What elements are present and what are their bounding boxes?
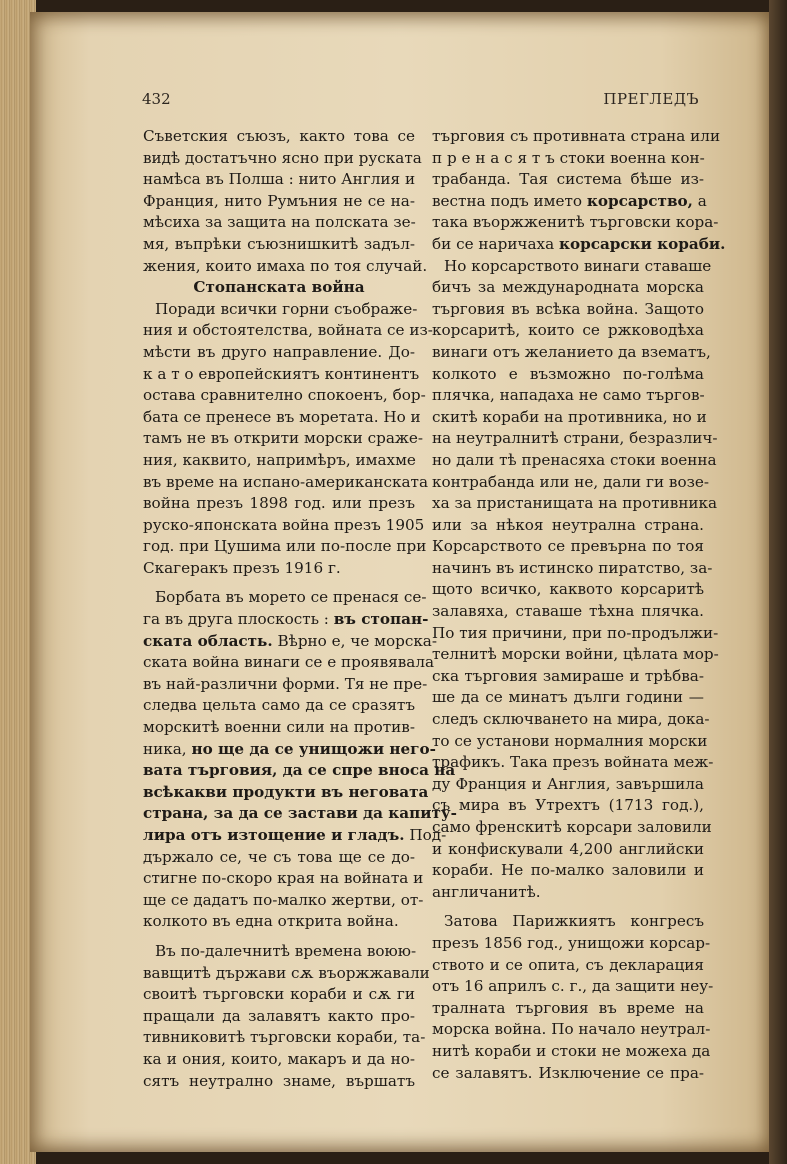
text-line: ската область. Вѣрно е, че морска-: [143, 631, 437, 650]
bold-text: но ще да се унищожи него-: [191, 739, 436, 758]
binding-shadow: [769, 0, 787, 1164]
text-line: жения, които имаха по тоя случай.: [143, 256, 428, 275]
text-line: колкото въ една открита война.: [143, 912, 399, 931]
text-line: По тия причини, при по-продължи-: [432, 623, 719, 642]
text-line: пращали да залавятъ както про-: [143, 1006, 415, 1025]
bold-text: въ стопан-: [333, 610, 429, 629]
text-line: год. при Цушима или по-после при: [143, 537, 427, 556]
text-line: к а т о европейскиятъ континентъ: [143, 364, 420, 383]
text-line: лира отъ изтощение и гладъ. Под-: [143, 826, 447, 844]
text-line: стигне по-скоро края на войната и: [143, 869, 424, 888]
text-line: ще се дадатъ по-малко жертви, от-: [143, 890, 424, 909]
text-line: само френскитѣ корсари заловили: [432, 818, 712, 836]
text-line: мѣсти въ друго направление. До-: [143, 342, 415, 361]
text-line: контрабанда или не, дали ги возе-: [432, 472, 709, 491]
bold-text: вата търговия, да се спре вноса на: [143, 761, 456, 780]
text-line: сятъ неутрално знаме, вършатъ: [143, 1071, 415, 1090]
text-line: ду Франция и Англия, завършила: [432, 774, 704, 793]
text-line: вестна подъ името корсарство, а: [432, 191, 707, 210]
text-line: остава сравнително спокоенъ, бор-: [143, 386, 426, 405]
text-line: тралната търговия въ време на: [432, 998, 704, 1017]
text-line: тивниковитѣ търговски кораби, та-: [143, 1028, 426, 1047]
text-line: отъ 16 априлъ с. г., да защити неу-: [432, 977, 714, 996]
text-line: плячка, нападаха не само търгов-: [432, 386, 705, 405]
text-line: ска търговия замираше и трѣбва-: [432, 666, 704, 685]
page-number: 432: [142, 90, 171, 108]
text-line: Скагеракъ презъ 1916 г.: [143, 558, 341, 577]
text-line: трабанда. Тая система бѣше из-: [432, 170, 704, 189]
text-line: корсаритѣ, които се ржководѣха: [432, 321, 704, 340]
text-line: телнитѣ морски войни, цѣлата мор-: [432, 645, 719, 664]
bold-text: ската область.: [143, 631, 273, 650]
text-line: Борбата въ морето се пренася се-: [155, 588, 427, 607]
text-line: Затова Парижкиятъ конгресъ: [444, 912, 704, 931]
text-line: ния, каквито, напримѣръ, имахме: [143, 450, 416, 469]
text-line: бата се пренесе въ моретата. Но и: [143, 407, 421, 426]
text-line: би се наричаха корсарски кораби.: [432, 234, 726, 253]
text-line: ха за пристанищата на противника: [432, 494, 718, 513]
text-line: Съветския съюзъ, както това се: [143, 127, 415, 145]
text-line: руско-японската война презъ 1905: [143, 515, 425, 534]
text-line: нитѣ кораби и стоки не можеха да: [432, 1041, 711, 1060]
text-line: и конфискували 4,200 английски: [432, 839, 704, 858]
running-title: ПРЕГЛЕДЪ: [603, 90, 699, 108]
text-line: въ време на испано-американската: [143, 472, 429, 491]
text-line: война презъ 1898 год. или презъ: [143, 494, 415, 513]
bold-text: лира отъ изтощение и гладъ.: [143, 826, 405, 844]
text-line: така въоржженитѣ търговски кора-: [432, 213, 719, 232]
text-line: морскитѣ военни сили на против-: [143, 718, 415, 737]
text-line: бичъ за международната морска: [432, 278, 704, 297]
text-line: англичанитѣ.: [432, 882, 541, 901]
text-line: Поради всички горни съображе-: [155, 299, 418, 318]
text-line: Но корсарството винаги ставаше: [444, 256, 712, 275]
text-line: скитѣ кораби на противника, но и: [432, 407, 707, 426]
text-line: търговия въ всѣка война. Защото: [432, 299, 704, 318]
text-line: залавяха, ставаше тѣхна плячка.: [432, 602, 704, 621]
text-line: вавщитѣ държави сѫ въоржжавали: [143, 963, 430, 982]
text-line: га въ друга плоскость : въ стопан-: [143, 610, 429, 629]
text-line: ската война винаги се е проявявала: [143, 653, 435, 672]
text-line: колкото е възможно по-голѣма: [432, 364, 704, 383]
text-line: морска война. По начало неутрал-: [432, 1020, 711, 1039]
text-line: но дали тѣ пренасяха стоки военна: [432, 450, 717, 469]
left-column: [143, 126, 457, 1092]
bold-text: корсарство,: [586, 191, 693, 210]
text-line: или за нѣкоя неутрална страна.: [432, 515, 704, 534]
text-line: ше да се минатъ дълги години —: [432, 688, 704, 707]
text-line: следва цельта само да се сразятъ: [143, 696, 415, 715]
text-line: следъ сключването на мира, дока-: [432, 710, 710, 729]
text-line: мѣсиха за защита на полската зе-: [143, 213, 416, 232]
bold-text: всѣкакви продукти въ неговата: [143, 782, 429, 801]
text-line: на неутралнитѣ страни, безразлич-: [432, 429, 718, 448]
section-heading: Стопанската война: [193, 278, 365, 297]
right-column: [432, 126, 726, 1084]
text-line: презъ 1856 год., унищожи корсар-: [432, 933, 711, 952]
text-line: кораби. Не по-малко заловили и: [432, 861, 704, 880]
text-line: своитѣ търговски кораби и сѫ ги: [143, 985, 415, 1004]
text-line: видѣ достатъчно ясно при руската: [143, 148, 422, 167]
text-line: Корсарството се превърна по тоя: [432, 537, 704, 556]
text-line: въ най-различни форми. Тя не пре-: [143, 674, 428, 693]
text-line: Въ по-далечнитѣ времена воюю-: [155, 941, 417, 960]
text-line: държало се, че съ това ще се до-: [143, 847, 415, 866]
text-line: тамъ не въ открити морски сраже-: [143, 429, 423, 448]
bold-text: страна, за да се застави да капиту-: [143, 804, 457, 823]
text-line: съ мира въ Утрехтъ (1713 год.),: [432, 796, 704, 815]
text-line: мя, въпрѣки съюзнишкитѣ задъл-: [143, 234, 415, 253]
text-line: търговия съ противната страна или: [432, 127, 721, 145]
text-line: трафикъ. Така презъ войната меж-: [432, 753, 714, 772]
text-line: ника, но ще да се унищожи него-: [143, 739, 436, 758]
text-line: то се установи нормалния морски: [432, 731, 708, 750]
text-line: винаги отъ желанието да взематъ,: [432, 342, 711, 361]
text-line: щото всичко, каквото корсаритѣ: [432, 580, 704, 599]
text-line: ството и се опита, съ декларация: [432, 955, 704, 974]
bold-text: корсарски кораби.: [558, 234, 726, 253]
text-line: намѣса въ Полша : нито Англия и: [143, 170, 416, 189]
text-line: ка и ония, които, макаръ и да но-: [143, 1049, 415, 1068]
text-line: се залавятъ. Изключение се пра-: [432, 1063, 704, 1082]
text-line: п р е н а с я т ъ стоки военна кон-: [432, 148, 705, 167]
text-line: ния и обстоятелства, войната се из-: [143, 321, 433, 340]
text-line: начинъ въ истинско пиратство, за-: [432, 558, 713, 577]
text-line: Франция, нито Румъния не се на-: [143, 191, 415, 210]
